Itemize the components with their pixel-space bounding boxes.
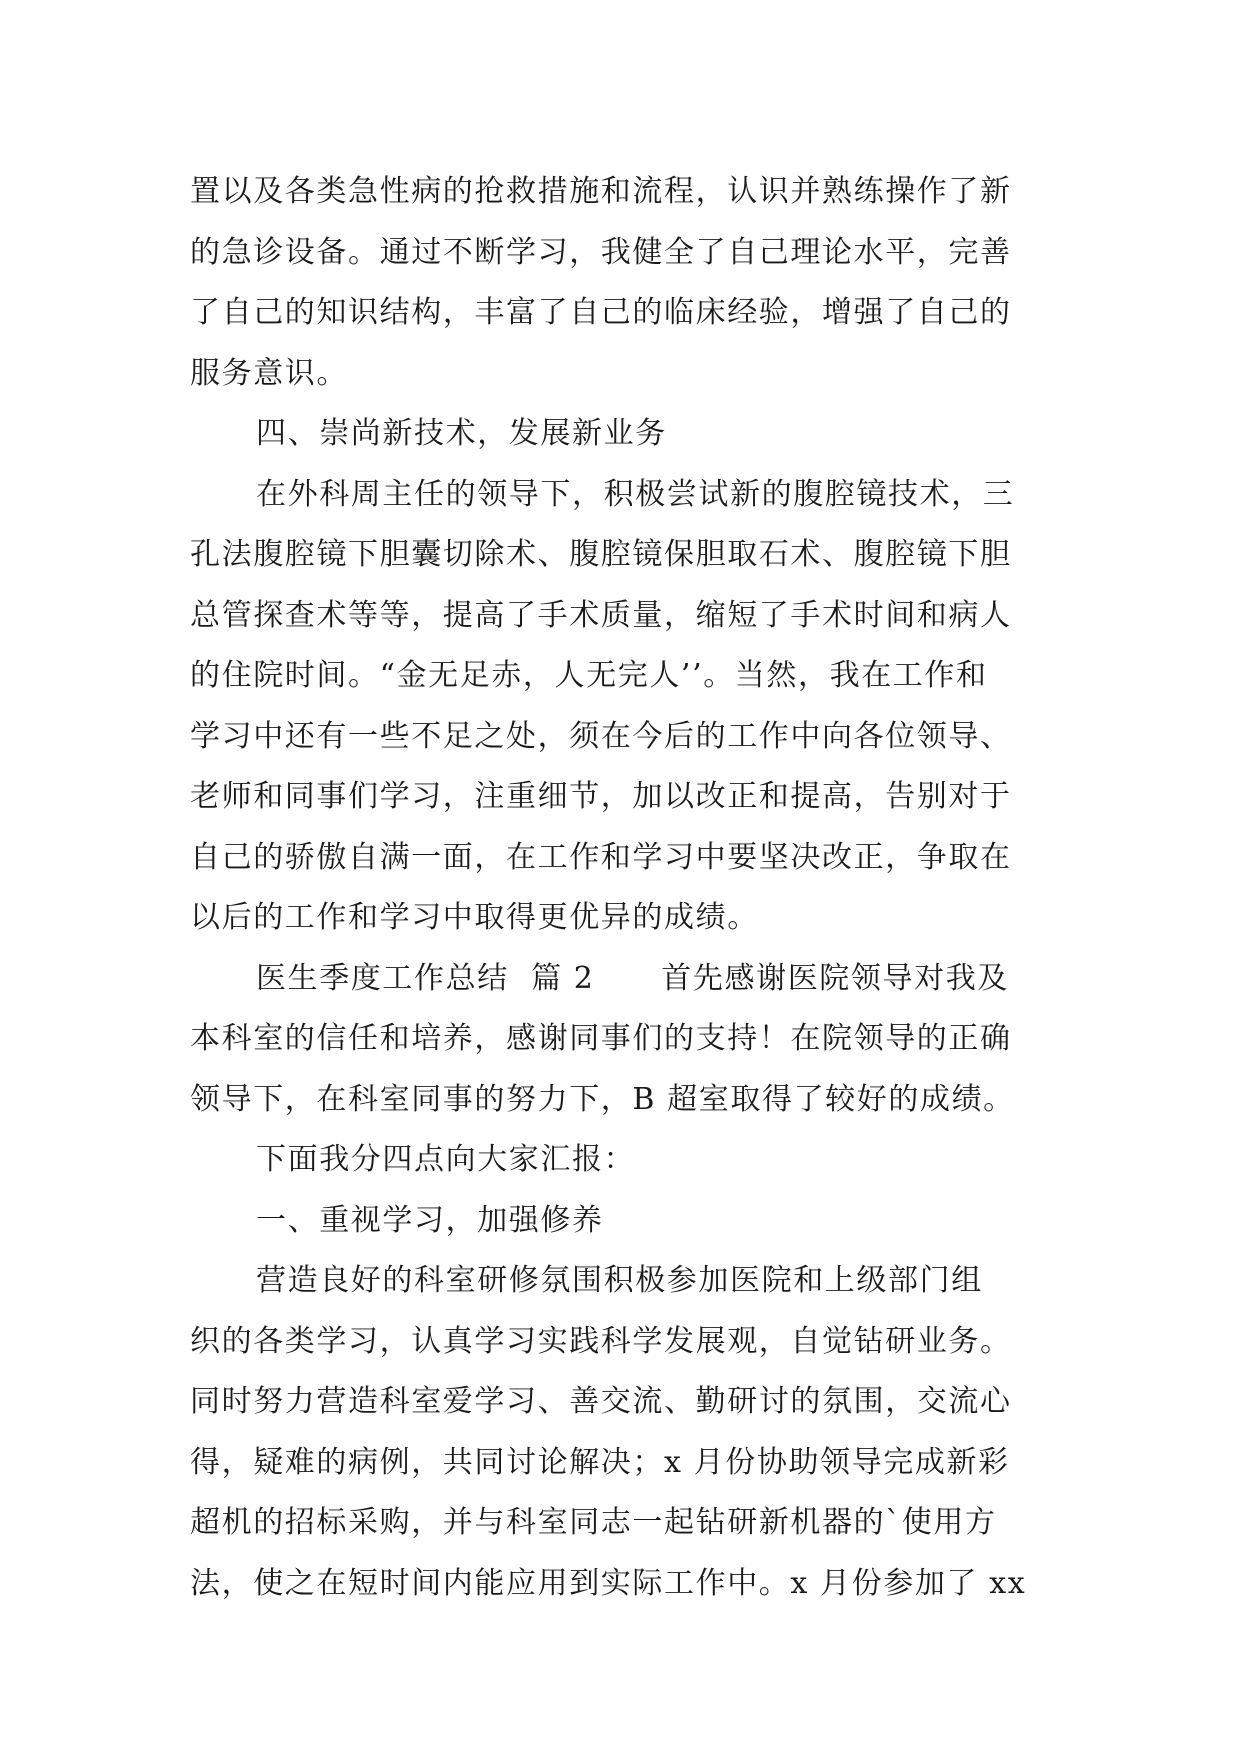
text-line: 的急诊设备。通过不断学习，我健全了自己理论水平，完善 xyxy=(190,234,1012,270)
paragraph-start: 营造良好的科室研修氛围积极参加医院和上级部门组 xyxy=(256,1263,983,1298)
section-heading: 四、崇尚新技术，发展新业务 xyxy=(256,416,667,451)
text-line: 孔法腹腔镜下胆囊切除术、腹腔镜保胆取石术、腹腔镜下胆 xyxy=(190,537,1012,572)
document-body xyxy=(190,162,1070,1614)
paragraph-start: 下面我分四点向大家汇报： xyxy=(256,1142,636,1177)
text-line: 法，使之在短时间内能应用到实际工作中。x 月份参加了 xx xyxy=(190,1565,1027,1601)
text-line: 了自己的知识结构，丰富了自己的临床经验，增强了自己的 xyxy=(190,295,1012,330)
text-line: 得，疑难的病例，共同讨论解决；x 月份协助领导完成新彩 xyxy=(190,1444,1010,1480)
text-line: 超机的招标采购，并与科室同志一起钻研新机器的`使用方 xyxy=(190,1505,997,1540)
text-line: 学习中还有一些不足之处，须在今后的工作中向各位领导、 xyxy=(190,718,1012,754)
article-title-line: 医生季度工作总结 篇 2 首先感谢医院领导对我及 xyxy=(256,960,1009,996)
text-line: 织的各类学习，认真学习实践科学发展观，自觉钻研业务。 xyxy=(190,1323,1012,1359)
text-line: 同时努力营造科室爱学习、善交流、勤研讨的氛围，交流心 xyxy=(190,1384,1012,1419)
text-line: 老师和同事们学习，注重细节，加以改正和提高，告别对于 xyxy=(190,779,1012,814)
text-line: 本科室的信任和培养，感谢同事们的支持！在院领导的正确 xyxy=(190,1021,1012,1056)
text-line: 的住院时间。“金无足赤，人无完人’’。当然，我在工作和 xyxy=(190,658,988,693)
text-line: 置以及各类急性病的抢救措施和流程，认识并熟练操作了新 xyxy=(190,174,1012,209)
text-line: 领导下，在科室同事的努力下，B 超室取得了较好的成绩。 xyxy=(190,1081,1015,1117)
section-heading: 一、重视学习，加强修养 xyxy=(256,1202,604,1238)
text-line: 以后的工作和学习中取得更优异的成绩。 xyxy=(190,900,759,935)
text-line: 服务意识。 xyxy=(190,355,348,391)
text-line: 总管探查术等等，提高了手术质量，缩短了手术时间和病人 xyxy=(190,597,1012,633)
text-line: 自己的骄傲自满一面，在工作和学习中要坚决改正，争取在 xyxy=(190,839,1012,875)
paragraph-start: 在外科周主任的领导下，积极尝试新的腹腔镜技术，三 xyxy=(256,476,1015,512)
